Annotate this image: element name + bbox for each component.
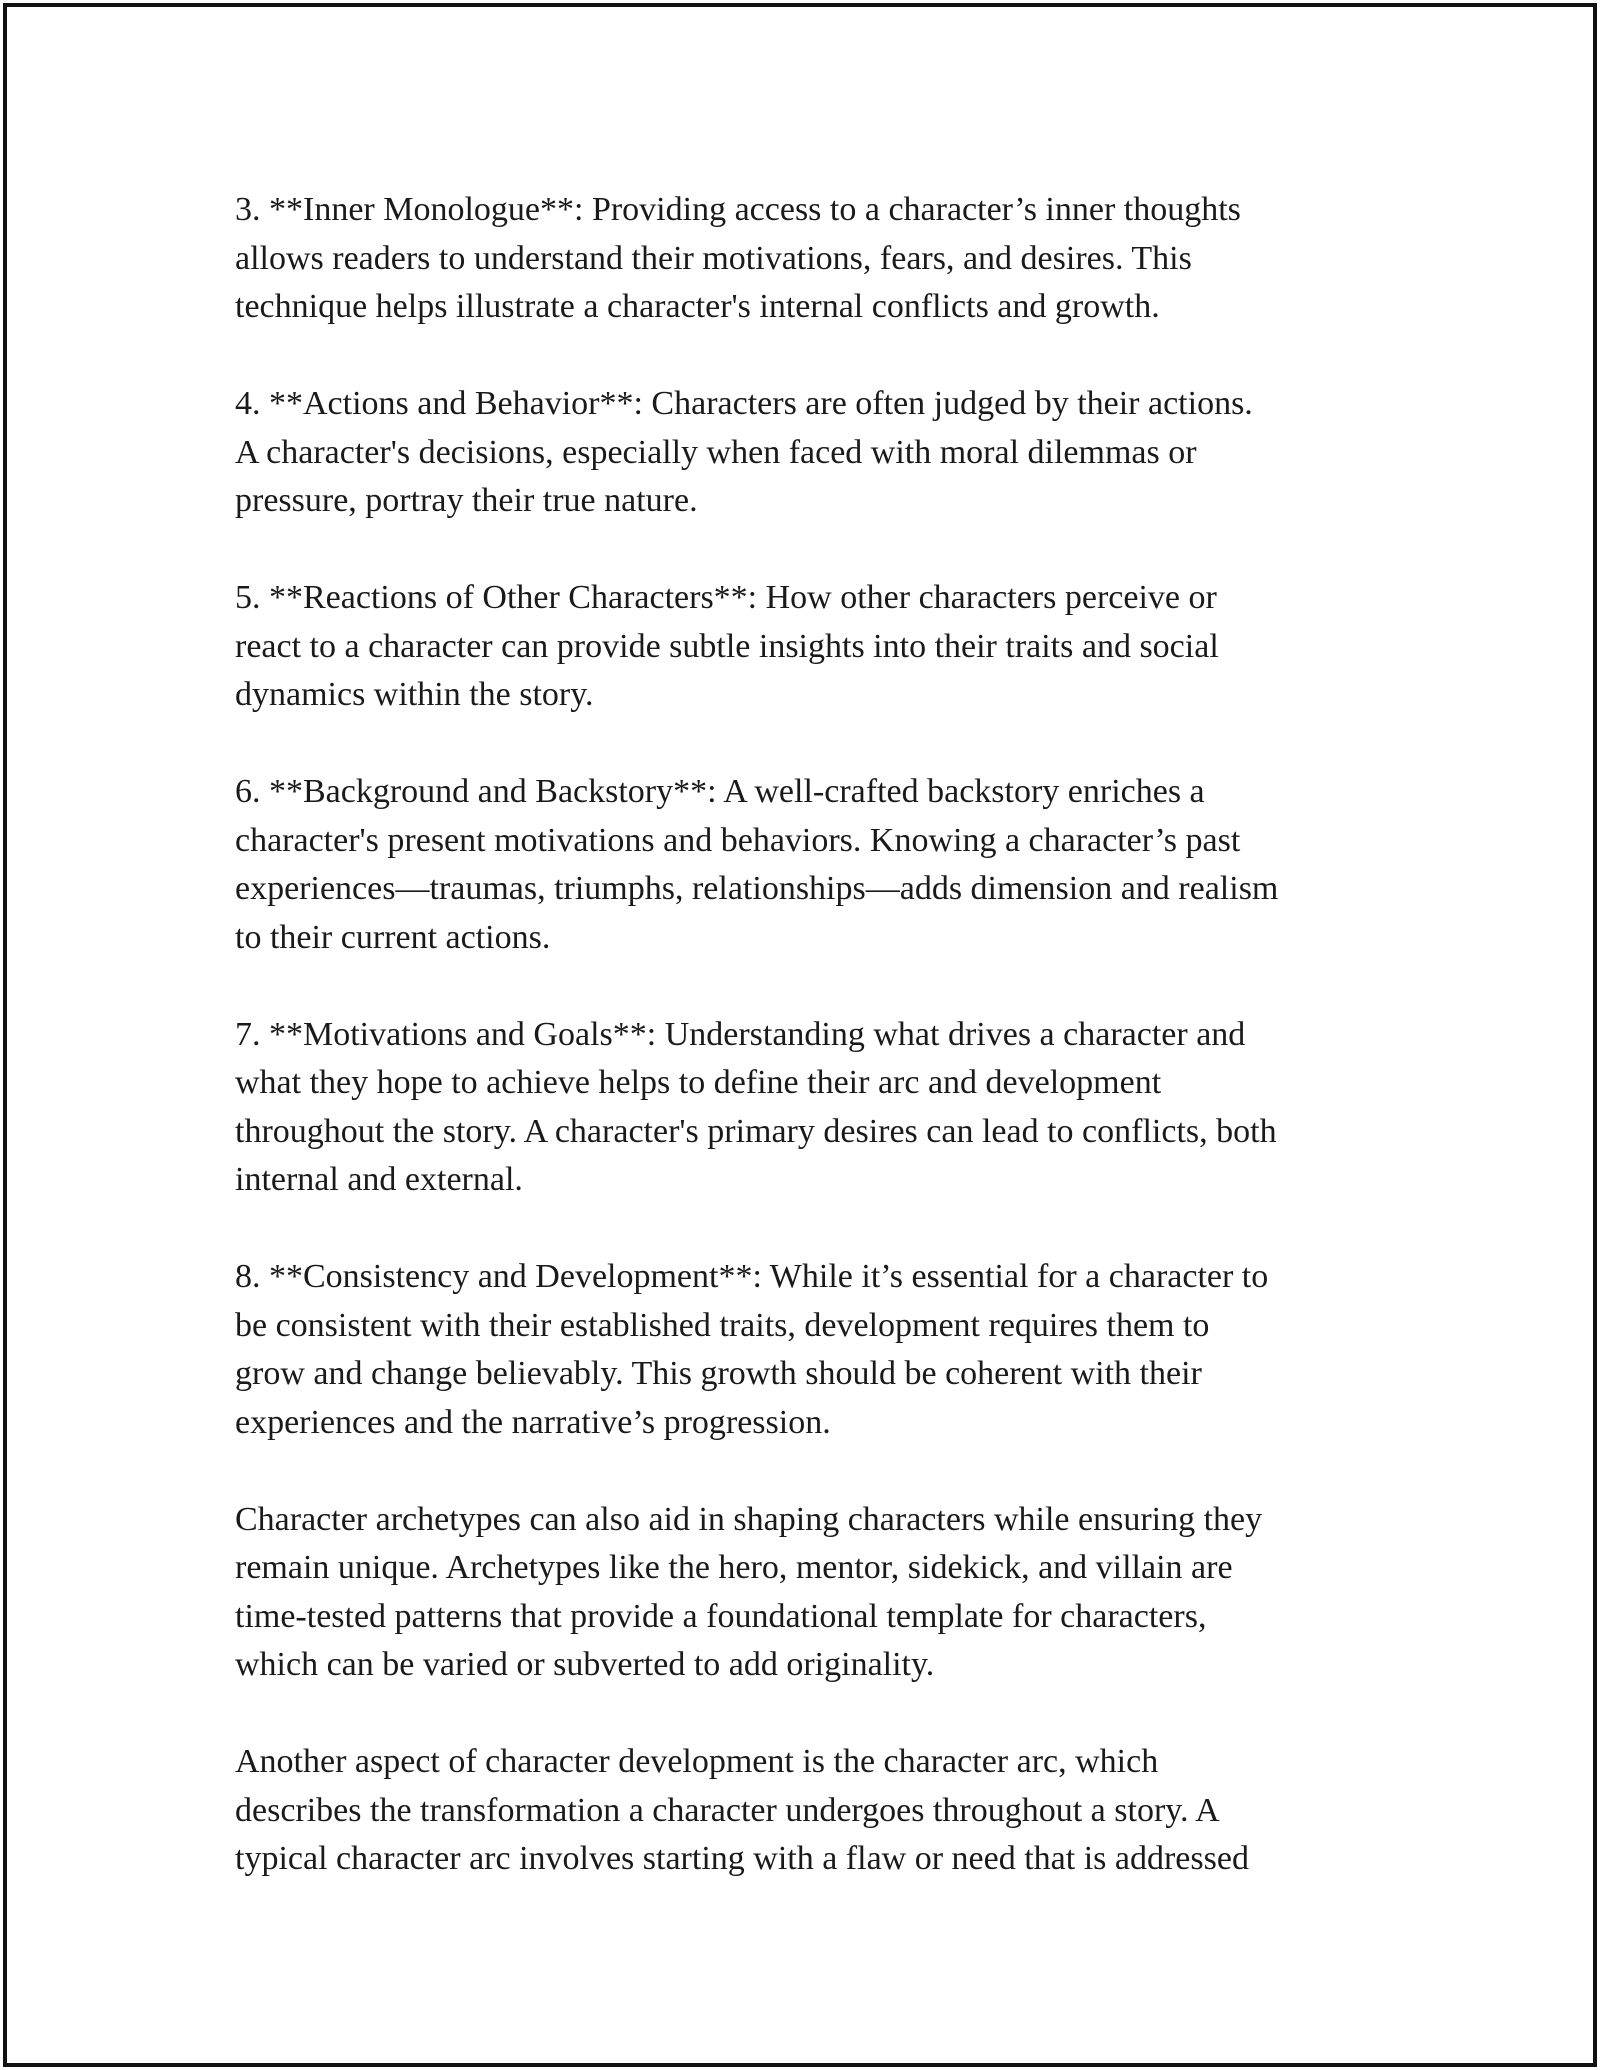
text-line: experiences and the narrative’s progression. [235,1403,831,1441]
paragraph-character-archetypes [235,1496,1375,1690]
text-line: grow and change believably. This growth should be coherent with their [235,1355,1202,1392]
text-line: be consistent with their established traits, development requires them to [235,1306,1210,1344]
text-line: 3. **Inner Monologue**: Providing access to a character’s inner thoughts [235,191,1241,228]
paragraph-motivations-goals [235,1011,1375,1205]
document-body [235,186,1375,1932]
text-line: time-tested patterns that provide a foundational template for characters, [235,1597,1207,1635]
text-line: react to a character can provide subtle insights into their traits and social [235,627,1219,665]
text-line: typical character arc involves starting with a flaw or need that is addressed [235,1840,1249,1877]
text-line: 6. **Background and Backstory**: A well-crafted backstory enriches a [235,773,1205,810]
paragraph-consistency-development [235,1253,1375,1447]
text-line: Another aspect of character development is the character arc, which [235,1743,1159,1780]
text-line: 8. **Consistency and Development**: While it’s essential for a character to [235,1258,1269,1295]
text-line: what they hope to achieve helps to define their arc and development [235,1064,1162,1101]
text-line: experiences—traumas, triumphs, relationships—adds dimension and realism [235,870,1279,907]
text-line: pressure, portray their true nature. [235,482,698,519]
paragraph-character-arc [235,1738,1375,1884]
text-line: A character's decisions, especially when faced with moral dilemmas or [235,433,1197,471]
paragraph-inner-monologue [235,186,1375,332]
text-line: internal and external. [235,1161,523,1198]
text-line: dynamics within the story. [235,676,594,713]
text-line: 7. **Motivations and Goals**: Understanding what drives a character and [235,1015,1246,1053]
text-line: which can be varied or subverted to add originality. [235,1646,935,1683]
text-line: throughout the story. A character's primary desires can lead to conflicts, both [235,1112,1277,1150]
text-line: Character archetypes can also aid in shaping characters while ensuring they [235,1500,1263,1538]
paragraph-reactions-other-characters [235,574,1375,720]
text-line: technique helps illustrate a character's internal conflicts and growth. [235,288,1160,325]
text-line: 4. **Actions and Behavior**: Characters are often judged by their actions. [235,385,1253,422]
text-line: 5. **Reactions of Other Characters**: How other characters perceive or [235,579,1217,616]
paragraph-background-backstory [235,768,1375,962]
paragraph-actions-behavior [235,380,1375,526]
text-line: character's present motivations and behaviors. Knowing a character’s past [235,821,1241,859]
text-line: allows readers to understand their motivations, fears, and desires. This [235,239,1192,277]
text-line: describes the transformation a character undergoes throughout a story. A [235,1791,1220,1829]
text-line: to their current actions. [235,918,551,956]
text-line: remain unique. Archetypes like the hero, mentor, sidekick, and villain are [235,1549,1233,1586]
